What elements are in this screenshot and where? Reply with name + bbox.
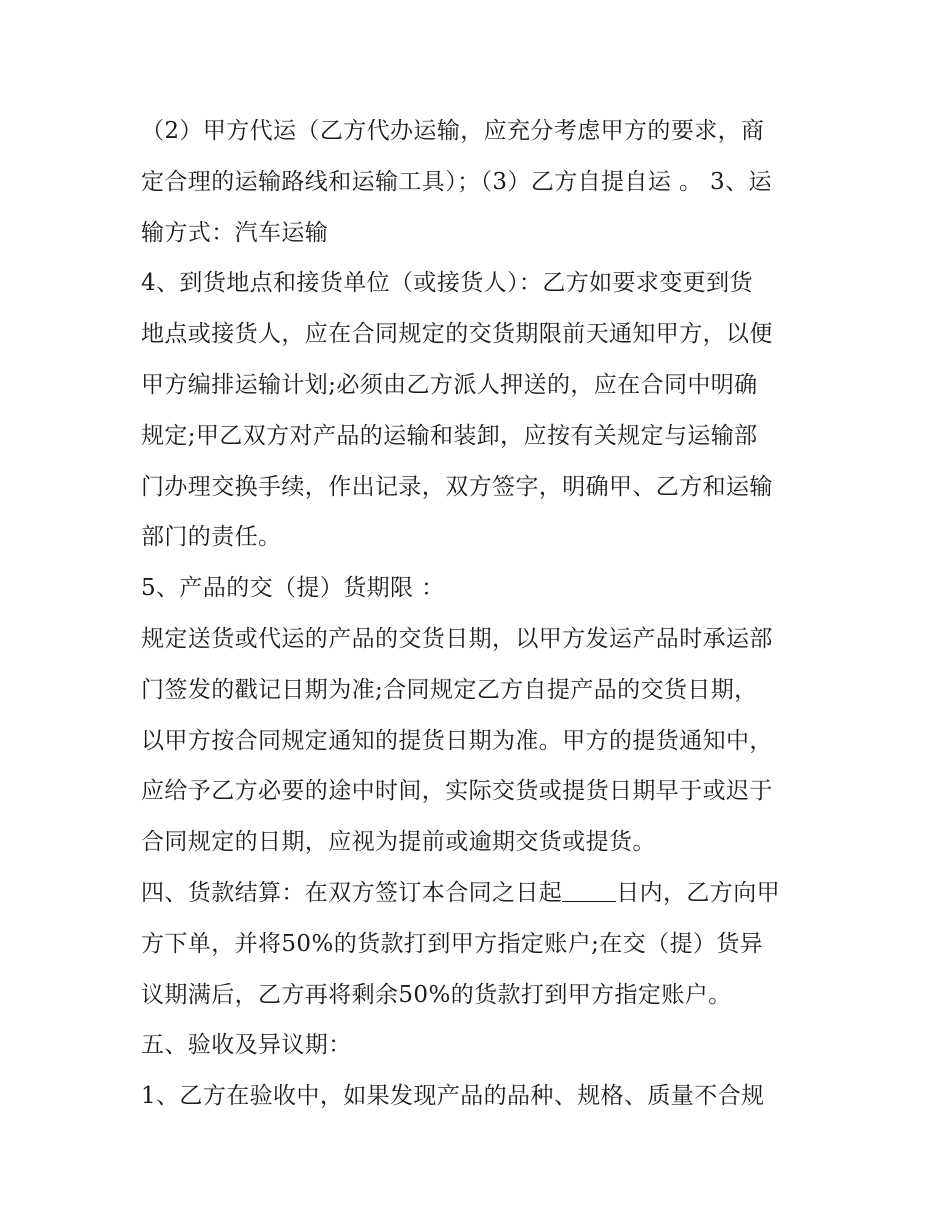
text-line: 4、到货地点和接货单位（或接货人）：乙方如要求变更到货 [141, 270, 753, 297]
text-line: 部门的责任。 [141, 524, 282, 551]
text-line: 应给予乙方必要的途中时间，实际交货或提货日期早于或迟于 [141, 778, 773, 805]
text-line: 地点或接货人，应在合同规定的交货期限前天通知甲方，以便 [141, 321, 773, 348]
text-line: 合同规定的日期，应视为提前或逾期交货或提货。 [141, 829, 656, 856]
document-body [141, 106, 821, 1122]
fill-in-blank [562, 879, 616, 902]
text-line: 规定;甲乙双方对产品的运输和装卸，应按有关规定与运输部 [141, 422, 758, 449]
text-line: 五、验收及异议期： [141, 1032, 352, 1059]
text-line: 议期满后，乙方再将剩余50%的货款打到甲方指定账户。 [141, 981, 732, 1008]
payment-text-before: 四、货款结算：在双方签订本合同之日起 [141, 879, 563, 906]
text-line: 5、产品的交（提）货期限 ： [141, 575, 445, 602]
text-line: 门签发的戳记日期为准;合同规定乙方自提产品的交货日期， [141, 676, 758, 703]
payment-text-after: 日内，乙方向甲 [616, 879, 781, 906]
payment-line [141, 868, 821, 919]
text-line: 定合理的运输路线和运输工具）；（3）乙方自提自运 。 3、运 [141, 168, 772, 195]
text-line: 甲方编排运输计划;必须由乙方派人押送的，应在合同中明确 [141, 371, 758, 398]
text-line: 以甲方按合同规定通知的提货日期为准。甲方的提货通知中， [141, 727, 773, 754]
text-line: 方下单，并将50%的货款打到甲方指定账户;在交（提）货异 [141, 930, 764, 957]
text-line: 1、乙方在验收中，如果发现产品的品种、规格、质量不合规 [141, 1083, 765, 1110]
text-line: 门办理交换手续，作出记录，双方签字，明确甲、乙方和运输 [141, 473, 773, 500]
text-line: 规定送货或代运的产品的交货日期，以甲方发运产品时承运部 [141, 625, 773, 652]
text-line: 输方式：汽车运输 [141, 219, 329, 246]
text-line: （2）甲方代运（乙方代办运输，应充分考虑甲方的要求，商 [141, 118, 765, 144]
